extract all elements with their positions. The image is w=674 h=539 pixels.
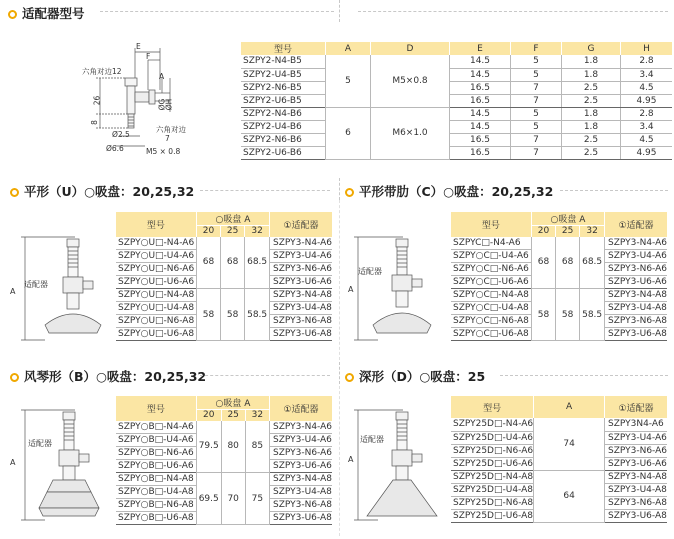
adapter-cell: SZPY3-U4-A8 — [605, 302, 667, 315]
divider — [339, 200, 340, 360]
col-adapter: ①适配器 — [605, 212, 667, 237]
col-size-20: 20 — [531, 226, 555, 237]
model-cell: SZPY2-U4-B6 — [241, 120, 326, 133]
col-size-20: 20 — [196, 410, 221, 421]
f-value-cell: 7 — [511, 146, 562, 159]
adapter-cell: SZPY3-U6-A8 — [605, 328, 667, 341]
adapter-cell: SZPY3-N4-A6 — [270, 421, 332, 434]
a-value-cell: 64 — [534, 470, 605, 522]
col-size-32: 32 — [245, 410, 269, 421]
divider — [500, 375, 668, 376]
col-a: A — [534, 396, 605, 418]
c-adapter-label: 适配器 — [358, 267, 382, 276]
model-cell: SZPY2-N4-B5 — [241, 55, 326, 68]
a-value-cell: 5 — [326, 55, 371, 107]
table-row — [241, 146, 672, 159]
adapter-cell: SZPY3-N4-A8 — [270, 473, 332, 486]
f-value-cell: 5 — [511, 55, 562, 68]
model-cell: SZPY○B□-U6-A6 — [116, 460, 196, 473]
model-cell: SZPY25D□-U6-A8 — [453, 510, 533, 521]
table-row — [451, 418, 667, 431]
e-value-cell: 16.5 — [450, 81, 511, 94]
model-cell: SZPY○C□-U6-A8 — [451, 328, 531, 341]
model-cell: SZPY○C□-N6-A8 — [451, 315, 531, 328]
adapter-section-title: 适配器型号 — [8, 4, 85, 22]
b-cup-drawing — [5, 392, 115, 537]
h-value-cell: 2.8 — [621, 55, 673, 68]
col-h: H — [621, 42, 673, 55]
adapter-cell: SZPY3-U4-A6 — [605, 250, 667, 263]
model-cell: SZPY○C□-N4-A8 — [451, 289, 531, 302]
col-model: 型号 — [451, 212, 531, 237]
model-cell: SZPY25D□-U6-A6 — [453, 458, 533, 469]
g-value-cell: 1.8 — [562, 55, 621, 68]
a-value-cell: 58 — [221, 289, 245, 341]
divider — [200, 375, 330, 376]
model-cell: SZPY○U□-U6-A6 — [116, 276, 196, 289]
h-value-cell: 4.95 — [621, 94, 673, 107]
divider — [560, 190, 668, 191]
table-header — [116, 396, 332, 421]
h-value-cell: 3.4 — [621, 68, 673, 81]
h-value-cell: 2.8 — [621, 107, 673, 120]
model-cell: SZPY○U□-N6-A6 — [116, 263, 196, 276]
dim-hex7-label: 六角对边 — [156, 125, 186, 134]
b-section-title: 风琴形（B）○吸盘：20,25,32 — [10, 367, 206, 385]
model-cell: SZPY2-N6-B6 — [241, 133, 326, 146]
table-row — [241, 120, 672, 133]
adapter-cell: SZPY3-N4-A6 — [605, 237, 667, 250]
e-value-cell: 14.5 — [450, 68, 511, 81]
model-cell: SZPY○U□-U4-A8 — [116, 302, 196, 315]
adapter-cell: SZPY3-N6-A8 — [270, 315, 332, 328]
model-cell: SZPY25D□-N4-A6 — [453, 419, 534, 430]
col-d: D — [371, 42, 450, 55]
adapter-cell: SZPY3-N4-A6 — [270, 237, 332, 250]
d-value-cell: M5×0.8 — [371, 55, 450, 107]
col-model: 型号 — [241, 42, 326, 55]
g-value-cell: 2.5 — [562, 81, 621, 94]
b-adapter-label: 适配器 — [28, 439, 52, 448]
adapter-cell: SZPY3N4-A6 — [605, 418, 667, 431]
model-cell: SZPY○U□-N4-A6 — [116, 237, 196, 250]
divider — [339, 386, 340, 536]
e-value-cell: 16.5 — [450, 133, 511, 146]
dim-8-label: 8 — [89, 120, 99, 125]
model-cell: SZPY○B□-N6-A8 — [116, 499, 196, 512]
col-cup-group: ○吸盘 A — [531, 212, 604, 226]
f-value-cell: 5 — [511, 107, 562, 120]
adapter-cell: SZPY3-U6-A8 — [270, 512, 332, 525]
model-cell: SZPY25D□-U4-A8 — [453, 484, 533, 495]
d-value-cell: M6×1.0 — [371, 107, 450, 159]
col-adapter: ①适配器 — [605, 396, 667, 418]
divider — [200, 190, 330, 191]
u-adapter-label: 适配器 — [24, 280, 48, 289]
a-value-cell: 68 — [196, 237, 220, 289]
adapter-spec-table — [241, 42, 672, 160]
model-cell: SZPY25D□-N6-A6 — [453, 445, 534, 456]
model-cell: SZPY2-U6-B6 — [241, 146, 326, 159]
dim-d25-label: Ø2.5 — [112, 130, 130, 139]
divider — [100, 11, 334, 12]
f-value-cell: 5 — [511, 120, 562, 133]
col-size-25: 25 — [221, 226, 245, 237]
dim-f-label: F — [146, 52, 151, 61]
h-value-cell: 3.4 — [621, 120, 673, 133]
a-value-cell: 68 — [221, 237, 245, 289]
col-model: 型号 — [451, 396, 534, 418]
ring-bullet-icon — [345, 373, 354, 382]
col-a: A — [326, 42, 371, 55]
g-value-cell: 1.8 — [562, 107, 621, 120]
col-e: E — [450, 42, 511, 55]
dim-h-label: ØH — [164, 98, 174, 111]
adapter-cell: SZPY3-U6-A6 — [270, 460, 332, 473]
a-value-cell: 58.5 — [580, 289, 605, 341]
a-value-cell: 85 — [245, 421, 269, 473]
adapter-cell: SZPY3-U4-A8 — [270, 302, 332, 315]
e-value-cell: 14.5 — [450, 107, 511, 120]
table-row — [451, 289, 667, 302]
ring-bullet-icon — [8, 10, 17, 19]
adapter-cell: SZPY3-N6-A8 — [605, 496, 667, 509]
adapter-cell: SZPY3-N6-A6 — [270, 263, 332, 276]
col-cup-group: ○吸盘 A — [196, 396, 269, 410]
model-cell: SZPY2-N4-B6 — [241, 107, 326, 120]
u-cup-drawing — [5, 215, 115, 355]
divider — [339, 362, 340, 384]
model-cell: SZPY○C□-U6-A6 — [451, 276, 531, 289]
a-value-cell: 58 — [556, 289, 580, 341]
model-cell: SZPY○B□-U6-A8 — [116, 512, 196, 525]
table-row — [116, 473, 332, 486]
d-adapter-label: 适配器 — [360, 435, 384, 444]
a-value-cell: 58 — [531, 289, 555, 341]
dim-e-label: E — [136, 42, 141, 51]
divider — [339, 0, 340, 22]
ring-bullet-icon — [10, 373, 19, 382]
model-cell: SZPY○B□-U4-A8 — [116, 486, 196, 499]
f-value-cell: 7 — [511, 94, 562, 107]
a-value-cell: 75 — [245, 473, 269, 525]
model-cell: SZPY○C□-N6-A6 — [451, 263, 531, 276]
a-value-cell: 70 — [221, 473, 245, 525]
model-cell: SZPYC□-N4-A6 — [451, 237, 531, 250]
b-dim-a-label: A — [10, 458, 16, 467]
model-cell: SZPY○B□-U4-A6 — [116, 434, 196, 447]
a-value-cell: 80 — [221, 421, 245, 473]
table-row — [451, 470, 667, 483]
adapter-cell: SZPY3-N6-A6 — [270, 447, 332, 460]
model-cell: SZPY○B□-N4-A6 — [116, 421, 196, 434]
model-cell: SZPY25D□-U4-A6 — [453, 432, 533, 443]
g-value-cell: 1.8 — [562, 68, 621, 81]
adapter-cell: SZPY3-U4-A8 — [605, 483, 667, 496]
h-value-cell: 4.95 — [621, 146, 673, 159]
adapter-cell: SZPY3-N6-A8 — [270, 499, 332, 512]
table-row — [241, 68, 672, 81]
adapter-cell: SZPY3-U6-A6 — [270, 276, 332, 289]
model-cell: SZPY○C□-U4-A6 — [451, 250, 531, 263]
model-cell: SZPY25D□-N6-A8 — [453, 497, 534, 508]
e-value-cell: 14.5 — [450, 55, 511, 68]
model-cell: SZPY○U□-U4-A6 — [116, 250, 196, 263]
col-size-25: 25 — [221, 410, 245, 421]
d-cup-drawing — [343, 392, 453, 537]
table-row — [451, 237, 667, 250]
a-value-cell: 6 — [326, 107, 371, 159]
adapter-cell: SZPY3-U6-A6 — [605, 276, 667, 289]
dim-d66-label: Ø6.6 — [106, 144, 124, 153]
u-section-title: 平形（U）○吸盘：20,25,32 — [10, 182, 194, 200]
a-value-cell: 68 — [556, 237, 580, 289]
c-dim-a-label: A — [348, 285, 354, 294]
model-cell: SZPY○C□-U4-A8 — [451, 302, 531, 315]
table-row — [241, 94, 672, 107]
dim-hex12-label: 六角对边12 — [82, 67, 122, 76]
col-cup-group: ○吸盘 A — [196, 212, 269, 226]
adapter-cell: SZPY3-U4-A6 — [270, 434, 332, 447]
dim-m5-label: M5 × 0.8 — [146, 147, 181, 156]
adapter-cell: SZPY3-N6-A8 — [605, 315, 667, 328]
model-cell: SZPY2-U6-B5 — [241, 94, 326, 107]
col-size-32: 32 — [245, 226, 270, 237]
table-row — [116, 237, 332, 250]
g-value-cell: 2.5 — [562, 133, 621, 146]
u-dim-a-label: A — [10, 287, 16, 296]
d-dim-a-label: A — [348, 455, 354, 464]
model-cell: SZPY2-U4-B5 — [241, 68, 326, 81]
h-value-cell: 4.5 — [621, 81, 673, 94]
a-value-cell: 79.5 — [196, 421, 221, 473]
adapter-cell: SZPY3-N4-A8 — [605, 289, 667, 302]
col-adapter: ①适配器 — [270, 396, 332, 421]
c-cup-table — [451, 212, 667, 341]
model-cell: SZPY○U□-N4-A8 — [116, 289, 196, 302]
dim-a-label: A — [159, 72, 165, 81]
e-value-cell: 16.5 — [450, 146, 511, 159]
ring-bullet-icon — [10, 188, 19, 197]
ring-bullet-icon — [345, 188, 354, 197]
a-value-cell: 68 — [531, 237, 555, 289]
model-cell: SZPY2-N6-B5 — [241, 81, 326, 94]
col-size-25: 25 — [556, 226, 580, 237]
dim-7-label: 7 — [165, 134, 170, 143]
a-value-cell: 68.5 — [580, 237, 605, 289]
adapter-cell: SZPY3-U6-A6 — [605, 457, 667, 470]
h-value-cell: 4.5 — [621, 133, 673, 146]
a-value-cell: 58.5 — [245, 289, 270, 341]
g-value-cell: 2.5 — [562, 146, 621, 159]
table-header — [116, 212, 332, 237]
dim-g-label: ØG — [157, 98, 167, 111]
col-size-20: 20 — [196, 226, 220, 237]
e-value-cell: 14.5 — [450, 120, 511, 133]
g-value-cell: 1.8 — [562, 120, 621, 133]
u-cup-table — [116, 212, 332, 341]
model-cell: SZPY○B□-N4-A8 — [116, 473, 196, 486]
adapter-cell: SZPY3-N6-A6 — [605, 444, 667, 457]
dim-26-label: 26 — [92, 95, 102, 106]
a-value-cell: 69.5 — [196, 473, 221, 525]
f-value-cell: 7 — [511, 81, 562, 94]
table-row — [241, 133, 672, 146]
table-row — [241, 107, 672, 120]
a-value-cell: 68.5 — [245, 237, 270, 289]
divider — [339, 178, 340, 200]
col-size-32: 32 — [580, 226, 605, 237]
adapter-cell: SZPY3-U4-A6 — [605, 431, 667, 444]
col-model: 型号 — [116, 396, 196, 421]
col-f: F — [511, 42, 562, 55]
model-cell: SZPY25D□-N4-A8 — [453, 471, 534, 482]
adapter-cell: SZPY3-U6-A8 — [270, 328, 332, 341]
adapter-cell: SZPY3-U4-A8 — [270, 486, 332, 499]
a-value-cell: 58 — [196, 289, 220, 341]
table-header — [451, 396, 667, 418]
e-value-cell: 16.5 — [450, 94, 511, 107]
c-cup-drawing — [343, 215, 453, 355]
col-model: 型号 — [116, 212, 196, 237]
col-adapter: ①适配器 — [270, 212, 332, 237]
table-header — [451, 212, 667, 237]
model-cell: SZPY○U□-N6-A8 — [116, 315, 196, 328]
table-row — [241, 55, 672, 68]
f-value-cell: 7 — [511, 133, 562, 146]
d-cup-table — [451, 396, 667, 523]
adapter-cell: SZPY3-N4-A8 — [270, 289, 332, 302]
adapter-cell: SZPY3-U6-A8 — [605, 509, 667, 522]
f-value-cell: 5 — [511, 68, 562, 81]
model-cell: SZPY○U□-U6-A8 — [116, 328, 196, 341]
col-g: G — [562, 42, 621, 55]
a-value-cell: 74 — [534, 418, 605, 470]
table-row — [116, 421, 332, 434]
adapter-cell: SZPY3-N4-A8 — [605, 470, 667, 483]
table-row — [241, 81, 672, 94]
divider — [358, 11, 668, 12]
table-row — [116, 289, 332, 302]
adapter-cell: SZPY3-N6-A6 — [605, 263, 667, 276]
c-section-title: 平形带肋（C）○吸盘：20,25,32 — [345, 182, 553, 200]
b-cup-table — [116, 396, 332, 525]
model-cell: SZPY○B□-N6-A6 — [116, 447, 196, 460]
d-section-title: 深形（D）○吸盘：25 — [345, 367, 485, 385]
g-value-cell: 2.5 — [562, 94, 621, 107]
adapter-cell: SZPY3-U4-A6 — [270, 250, 332, 263]
